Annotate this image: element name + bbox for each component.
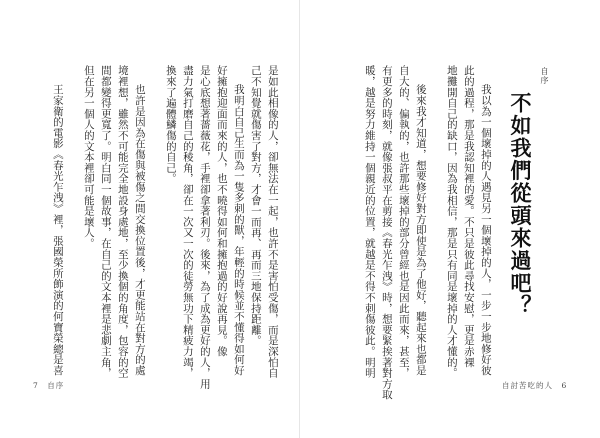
- left-page-footer: 7 自序: [33, 381, 65, 390]
- right-page-footer: 自討苦吃的人 6: [502, 381, 568, 390]
- left-text-column-2: 己不知覺就傷害了對方，才會一而再、再而三地保持距離。: [249, 65, 262, 346]
- left-text-column-10: 間都變得更寬了。明白同一個故事，在自己的文本裡是悲劇主角，: [99, 65, 112, 379]
- right-text-column-2: 此的過程，那是我認知裡的愛。不只是彼此尋找安慰，更是赤裸: [462, 65, 475, 368]
- right-text-column-7: 暖，越是努力維持一個親近的位置，就越是不得不刺傷彼此。明明: [363, 65, 376, 379]
- right-text-column-6: 有更多的時刻，就像張叔平在剪接《春光乍洩》時，想要緊挨著對方取: [380, 65, 393, 400]
- right-text-column-3: 地攤開自己的缺口，因為我相信，那是只有同是壞掉的人才懂的。: [445, 65, 458, 379]
- right-text-column-4: 後來我才知道，想要修好對方即使是為了他好，聽起來也都是: [414, 84, 427, 376]
- right-text-column-5: 自大的、偏執的，也許那些壞掉的部分曾經也是因此而來，甚至，: [397, 65, 410, 379]
- right-text-column-1: 我以為一個壞掉的人遇見另一個壞掉的人，一步一步地修好彼: [479, 84, 492, 376]
- chapter-title: 不如我們從頭來過吧？: [508, 92, 532, 317]
- left-text-column-4: 好擁抱迎面而來的人，也不曉得如何和擁抱過的好說再見。像: [215, 65, 228, 357]
- left-text-column-5: 是心底想著薔薇花，手裡卻拿著利刃。後來，為了成為更好的人，用: [198, 65, 211, 389]
- left-text-column-12: 王家衛的電影《春光乍洩》裡，張國榮所飾演的何寶榮總是喜: [51, 84, 64, 376]
- left-text-column-1: 是如此相像的人，卻無法在一起，也許不是害怕受傷，而是深怕自: [266, 65, 279, 379]
- section-label: 自序: [540, 67, 549, 85]
- left-text-column-6: 盡力氣打磨自己的稜角，卻在一次又一次的徒勞無功下精疲力竭，: [181, 65, 194, 379]
- page-gutter: [299, 0, 300, 438]
- left-text-column-3: 我明白自己生而為一隻多刺的獸，年輕的時候並不懂得如何好: [232, 84, 245, 376]
- left-text-column-9: 境裡想，雖然不可能完全地設身處地，至少換個的角度，包容的空: [116, 65, 129, 379]
- left-text-column-11: 但在另一個人的文本裡卻可能是壞人。: [82, 65, 95, 249]
- left-text-column-7: 換來了遍體鱗傷的自己。: [164, 65, 177, 184]
- left-text-column-8: 也許是因為在傷與被傷之間交換位置後，才更能站在對方的處: [133, 84, 146, 376]
